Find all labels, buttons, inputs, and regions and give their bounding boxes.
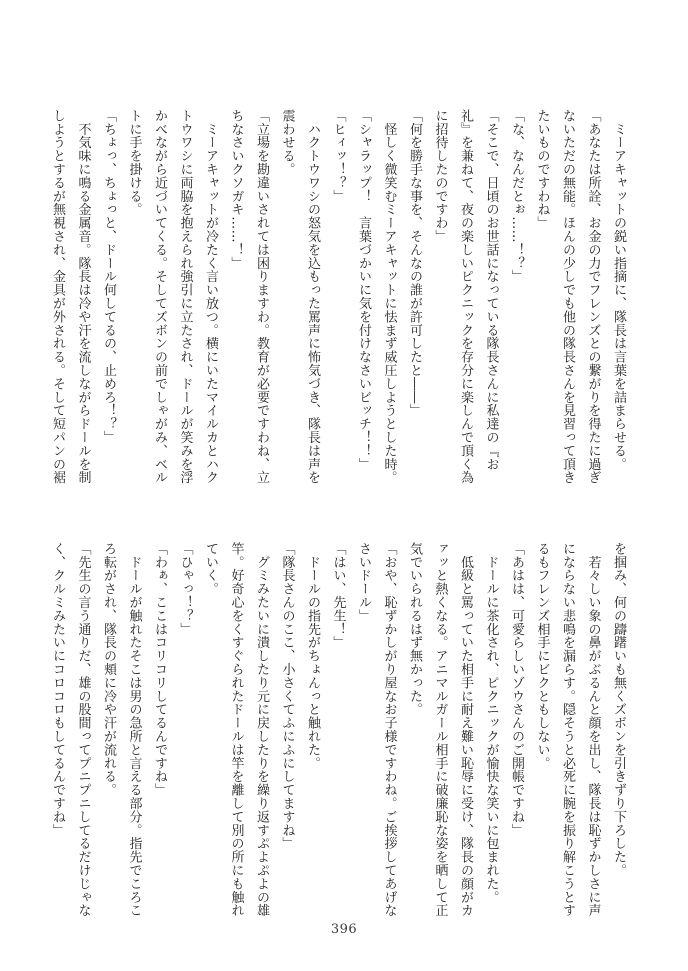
text-band-bottom <box>44 542 631 919</box>
paragraph: ドールの指先がちょんっと触れた。 <box>305 542 320 770</box>
page-number: 396 <box>330 922 358 937</box>
paragraph: 「あなたは所詮、お金の力でフレンズとの繋がりを得たに過ぎないただの無能。ほんの少しでも他の隊長さんを見習って頂きたいものですわね」 <box>534 109 601 485</box>
paragraph: ミーアキャットの鋭い指摘に、隊長は言葉を詰まらせる。 <box>611 109 626 471</box>
paragraph: ハクトウワシの怒気を込もった罵声に怖気づき、隊長は声を震わせる。 <box>279 109 320 485</box>
paragraph: を掴み、何の躊躇いも無くズボンを引きずり下ろした。 <box>611 542 626 877</box>
paragraph: 「ヒィッ！？」 <box>330 109 346 203</box>
paragraph: 「そこで、日頃のお世話になっている隊長さんに私達の『お礼』を兼ねて、夜の楽しいピクニックを存分に楽しんで頂く為に招待したのですわ」 <box>432 109 499 485</box>
paragraph: 不気味に鳴る金属音。隊長は冷や汗を流しながらドールを制しようとするが無視され、金具が外される。そして短パンの裾 <box>50 109 91 485</box>
paragraph: 「何を勝手な事を、そんなの誰が許可したと――」 <box>407 109 422 418</box>
paragraph: 「はい、先生！」 <box>330 542 346 650</box>
paragraph: 「あはは、可愛らしいゾウさんのご開帳ですね」 <box>509 542 524 837</box>
paragraph: 怪しく微笑むミーアキャットに怯まず威圧しようとした時。 <box>381 109 397 485</box>
paragraph: グミみたいに潰したり元に戻したりを繰り返すぷよぷよの雄竿。好奇心をくすぐられたドールは竿を離して別の所にも触れていく。 <box>203 542 269 918</box>
paragraph: ドールに茶化され、ピクニックが愉快な笑いに包まれた。 <box>483 542 499 904</box>
paragraph: 「ちょっ、ちょっと、ドール何してるの、止めろ！？」 <box>101 109 116 444</box>
paragraph: ドールが触れたそこは男の急所と言える部分。指先でころころ転がされ、隊長の頬に冷や汗が流れる。 <box>101 542 142 918</box>
paragraph: ミーアキャットが冷たく言い放つ。横にいたマイルカとハクトウワシに両脇を抱えられ強引に立たされ、ドールが笑みを浮かべながら近づいてくる。そしてズボンの前でしゃがみ、ベルトに手を掛ける。 <box>126 109 218 485</box>
paragraph: 「立場を勘違いされては困りますわ。教育が必要ですわね、立ちなさいクソガキ……！」 <box>228 109 269 485</box>
paragraph: 「ひゃっ！？」 <box>177 542 193 636</box>
paragraph: 「な、なんだとぉ……！？」 <box>509 109 524 284</box>
paragraph: 若々しい象の鼻がぶるんと顔を出し、隊長は恥ずかしさに声にならない悲鳴を漏らす。隠そうと必死に腕を振り解こうとするもフレンズ相手にビクともしない。 <box>534 542 601 918</box>
paragraph: 「先生の言う通りだ、雄の股間ってプニプニしてるだけじゃなく、クルミみたいにコロコロもしてるんですね」 <box>50 542 91 918</box>
text-band-top <box>44 109 631 486</box>
paragraph: 「おや、恥ずかしがり屋なお子様ですわね。ご挨拶してあげなさいドール」 <box>356 542 397 918</box>
paragraph: 「隊長さんのここ、小さくてふにふにしてますね」 <box>279 542 295 851</box>
paragraph: 低級と罵っていた相手に耐え難い恥辱に受け、隊長の顔がカァッと熱くなる。アニマルガール相手に破廉恥な姿を晒して正気でいられるはず無かった。 <box>407 542 473 918</box>
paragraph: 「シャラップ！ 言葉づかいに気を付けなさいビッチ！！」 <box>356 109 371 471</box>
paragraph: 「わぁ、ここはコリコリしてるんですね」 <box>152 542 167 797</box>
